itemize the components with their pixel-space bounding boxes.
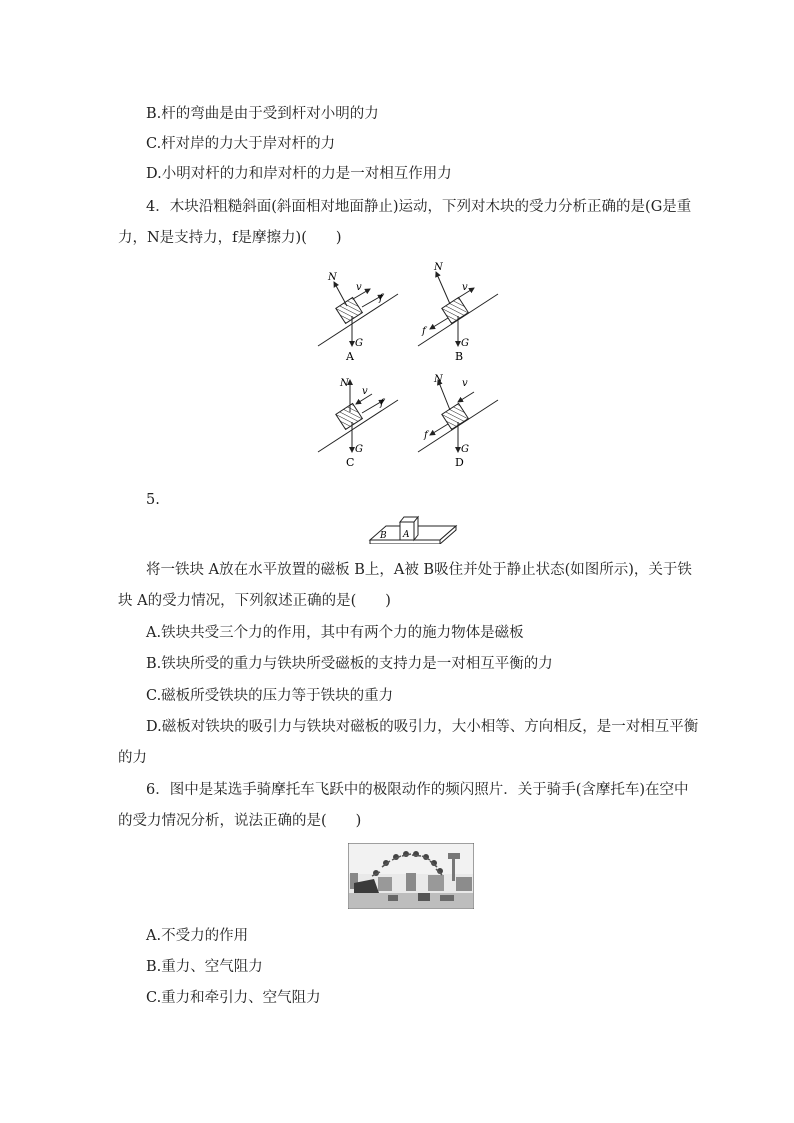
figure-label-c: C (346, 456, 355, 469)
q3-option-d: D.小明对杆的力和岸对杆的力是一对相互作用力 (146, 166, 452, 182)
q5-option-b: B.铁块所受的重力与铁块所受磁板的支持力是一对相互平衡的力 (146, 656, 553, 672)
q5-stem-line1: 将一铁块 A放在水平放置的磁板 B上，A被 B吸住并处于静止状态(如图所示)，关于铁 (146, 562, 692, 578)
label-g: G (461, 338, 469, 349)
label-v: v (462, 282, 468, 293)
figure-label-b: B (455, 350, 464, 363)
q3-option-b: B.杆的弯曲是由于受到杆对小明的力 (146, 106, 379, 122)
label-n: N (328, 272, 337, 283)
figure-label-a: A (346, 350, 354, 363)
q6-option-a: A.不受力的作用 (146, 928, 249, 944)
label-f: f (422, 326, 426, 337)
q5-option-d-line2: 的力 (118, 750, 147, 766)
q5-stem-line2: 块 A的受力情况，下列叙述正确的是( ) (118, 593, 391, 609)
q3-option-c: C.杆对岸的力大于岸对杆的力 (146, 136, 336, 152)
q5-option-c: C.磁板所受铁块的压力等于铁块的重力 (146, 688, 394, 704)
diagram-d (418, 374, 498, 469)
label-block-a: A (403, 530, 410, 540)
label-board-b: B (380, 531, 387, 541)
label-g: G (355, 338, 363, 349)
q4-stem-line2: 力，N是支持力，f是摩擦力)( ) (118, 230, 342, 246)
q6-motorcycle-photo (348, 843, 474, 909)
label-n: N (434, 374, 443, 385)
label-v: v (356, 282, 362, 293)
q4-stem-line1: 4．木块沿粗糙斜面(斜面相对地面静止)运动，下列对木块的受力分析正确的是(G是重 (146, 199, 692, 215)
label-g: G (461, 444, 469, 455)
label-f: f (424, 430, 428, 441)
diagram-a (318, 272, 398, 363)
q5-option-d-line1: D.磁板对铁块的吸引力与铁块对磁板的吸引力，大小相等、方向相反，是一对相互平衡 (146, 719, 699, 735)
diagram-c (318, 378, 398, 469)
q6-option-b: B.重力、空气阻力 (146, 959, 263, 975)
q4-force-diagrams (300, 258, 500, 473)
q5-option-a: A.铁块共受三个力的作用，其中有两个力的施力物体是磁板 (146, 625, 524, 641)
q5-number: 5. (146, 492, 160, 508)
label-n: N (340, 378, 349, 389)
diagram-b (418, 262, 498, 363)
q6-stem-line2: 的受力情况分析，说法正确的是( ) (118, 813, 362, 829)
label-f: f (379, 293, 383, 304)
q6-stem-line1: 6．图中是某选手骑摩托车飞跃中的极限动作的频闪照片．关于骑手(含摩托车)在空中 (146, 782, 689, 798)
label-f: f (380, 398, 384, 409)
label-v: v (362, 386, 368, 397)
label-n: N (434, 262, 443, 273)
figure-label-d: D (455, 456, 464, 469)
q5-magnet-board-figure (368, 514, 458, 544)
q6-option-c: C.重力和牵引力、空气阻力 (146, 990, 321, 1006)
label-v: v (462, 378, 468, 389)
label-g: G (355, 444, 363, 455)
